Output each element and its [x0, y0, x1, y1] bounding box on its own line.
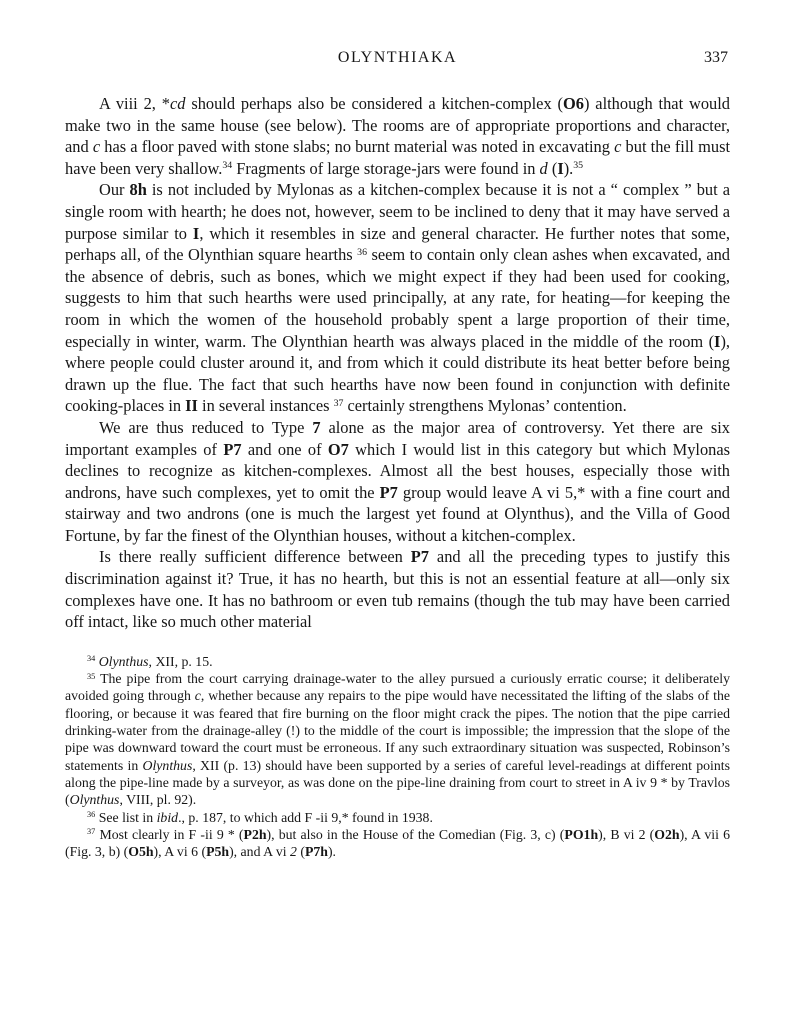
paragraph: We are thus reduced to Type 7 alone as the major area of controversy. Yet there are six important examples of P7 and one of O7 which I would list in this category but which Mylonas declines to recognize as kitchen-complexes. Almost all the best houses, especially those with androns, have such complexes, yet to omit the P7 group would leave A vi 5,* with a fine court and stairway and two androns (one is much the largest yet found at Olynthus), and the Villa of Good Fortune, by far the finest of the Olynthian houses, without a kitchen-complex. — [65, 417, 731, 545]
paragraph: Is there really sufficient difference between P7 and all the preceding types to justify this discrimination against it? True, it has no hearth, but this is not an essential feature at all—only six complexes have one. It has no bathroom or even tub remains (though the tub may have been carried off intact, like so much other material — [65, 547, 730, 632]
footnote-marker: 34 — [87, 654, 96, 664]
paragraph: A viii 2, *cd should perhaps also be considered a kitchen-complex (O6) although that would make two in the same house (see below). The rooms are of appropriate proportions and character, and c has a floor paved with stone slabs; no burnt material was noted in excavating c but the fill must have been very shallow.$^{34}$ Fragments of large storage-jars were found in d (I).$^{35}$ — [65, 94, 731, 178]
footnote-marker: 36 — [87, 809, 96, 819]
footnotes-section — [65, 653, 730, 861]
paragraph: Our 8h is not included by Mylonas as a kitchen-complex because it is not a “ complex ” but a single room with hearth; he does not, however, seem to be inclined to deny that it may have served a purpose similar to I, which it resembles in size and general character. He further notes that some, perhaps all, of the Olynthian square hearths $^{36}$ seem to contain only clean ashes when excavated, and the absence of debris, such as bones, which we might expect if they had been used for cooking, suggests to him that such hearths were used principally, at any rate, for heating—for keeping the room in which the women of the household probably spent a large proportion of their time, especially in winter, warm. The Olynthian hearth was always placed in the middle of the room (I), where people could cluster around it, and from which it could distribute its heat better before being drawn up the flue. The fact that such hearths have now been found in conjunction with definite cooking-places in II in several instances $^{37}$ certainly strengthens Mylonas’ contention. — [65, 180, 730, 416]
page-header — [65, 49, 730, 67]
running-title: OLYNTHIAKA — [337, 49, 458, 66]
footnote: $^{37}$ Most clearly in F -ii 9 * (P2h), but also in the House of the Comedian (Fig. 3, c) (PO1h), B vi 2 (O2h), A vii 6 (Fig. 3, b) (O5h), A vi 6 (P5h), and A vi 2 (P7h). — [65, 826, 730, 860]
footnote-marker: 35 — [87, 671, 96, 681]
footnote: $^{36}$ See list in ibid., p. 187, to which add F -ii 9,* found in 1938. — [87, 809, 433, 825]
footnote: $^{35}$ The pipe from the court carrying drainage-water to the alley pursued a curiously erratic course; it deliberately avoided going through c, whether because any repairs to the pipe would have necessitated the lifting of the slabs of the flooring, or because it was feared that fire burning on the floor might crack the pipes. The notion that the pipe carried drinking-water from the drainage-alley (!) to the middle of the court is impossible; the impression that the slope of the pipe was downward toward the court must be erroneous. If any such extraordinary situation was suspected, Robinson’s statements in Olynthus, XII (p. 13) should have been supported by a series of careful level-readings at different points along the pipe-line made by a surveyor, as was done on the pipe-line draining from court to street in A iv 9 * by Travlos (Olynthus, VIII, pl. 92). — [65, 671, 730, 808]
footnote-ref: 37 — [333, 397, 344, 409]
footnote-ref: 34 — [222, 160, 233, 172]
footnote-ref: 35 — [573, 160, 584, 172]
footnote-ref: 36 — [357, 246, 367, 258]
footnote-marker: 37 — [87, 827, 96, 837]
body-text — [65, 93, 730, 633]
footnote: $^{34}$ Olynthus, XII, p. 15. — [87, 653, 213, 669]
page-number: 337 — [704, 49, 728, 66]
